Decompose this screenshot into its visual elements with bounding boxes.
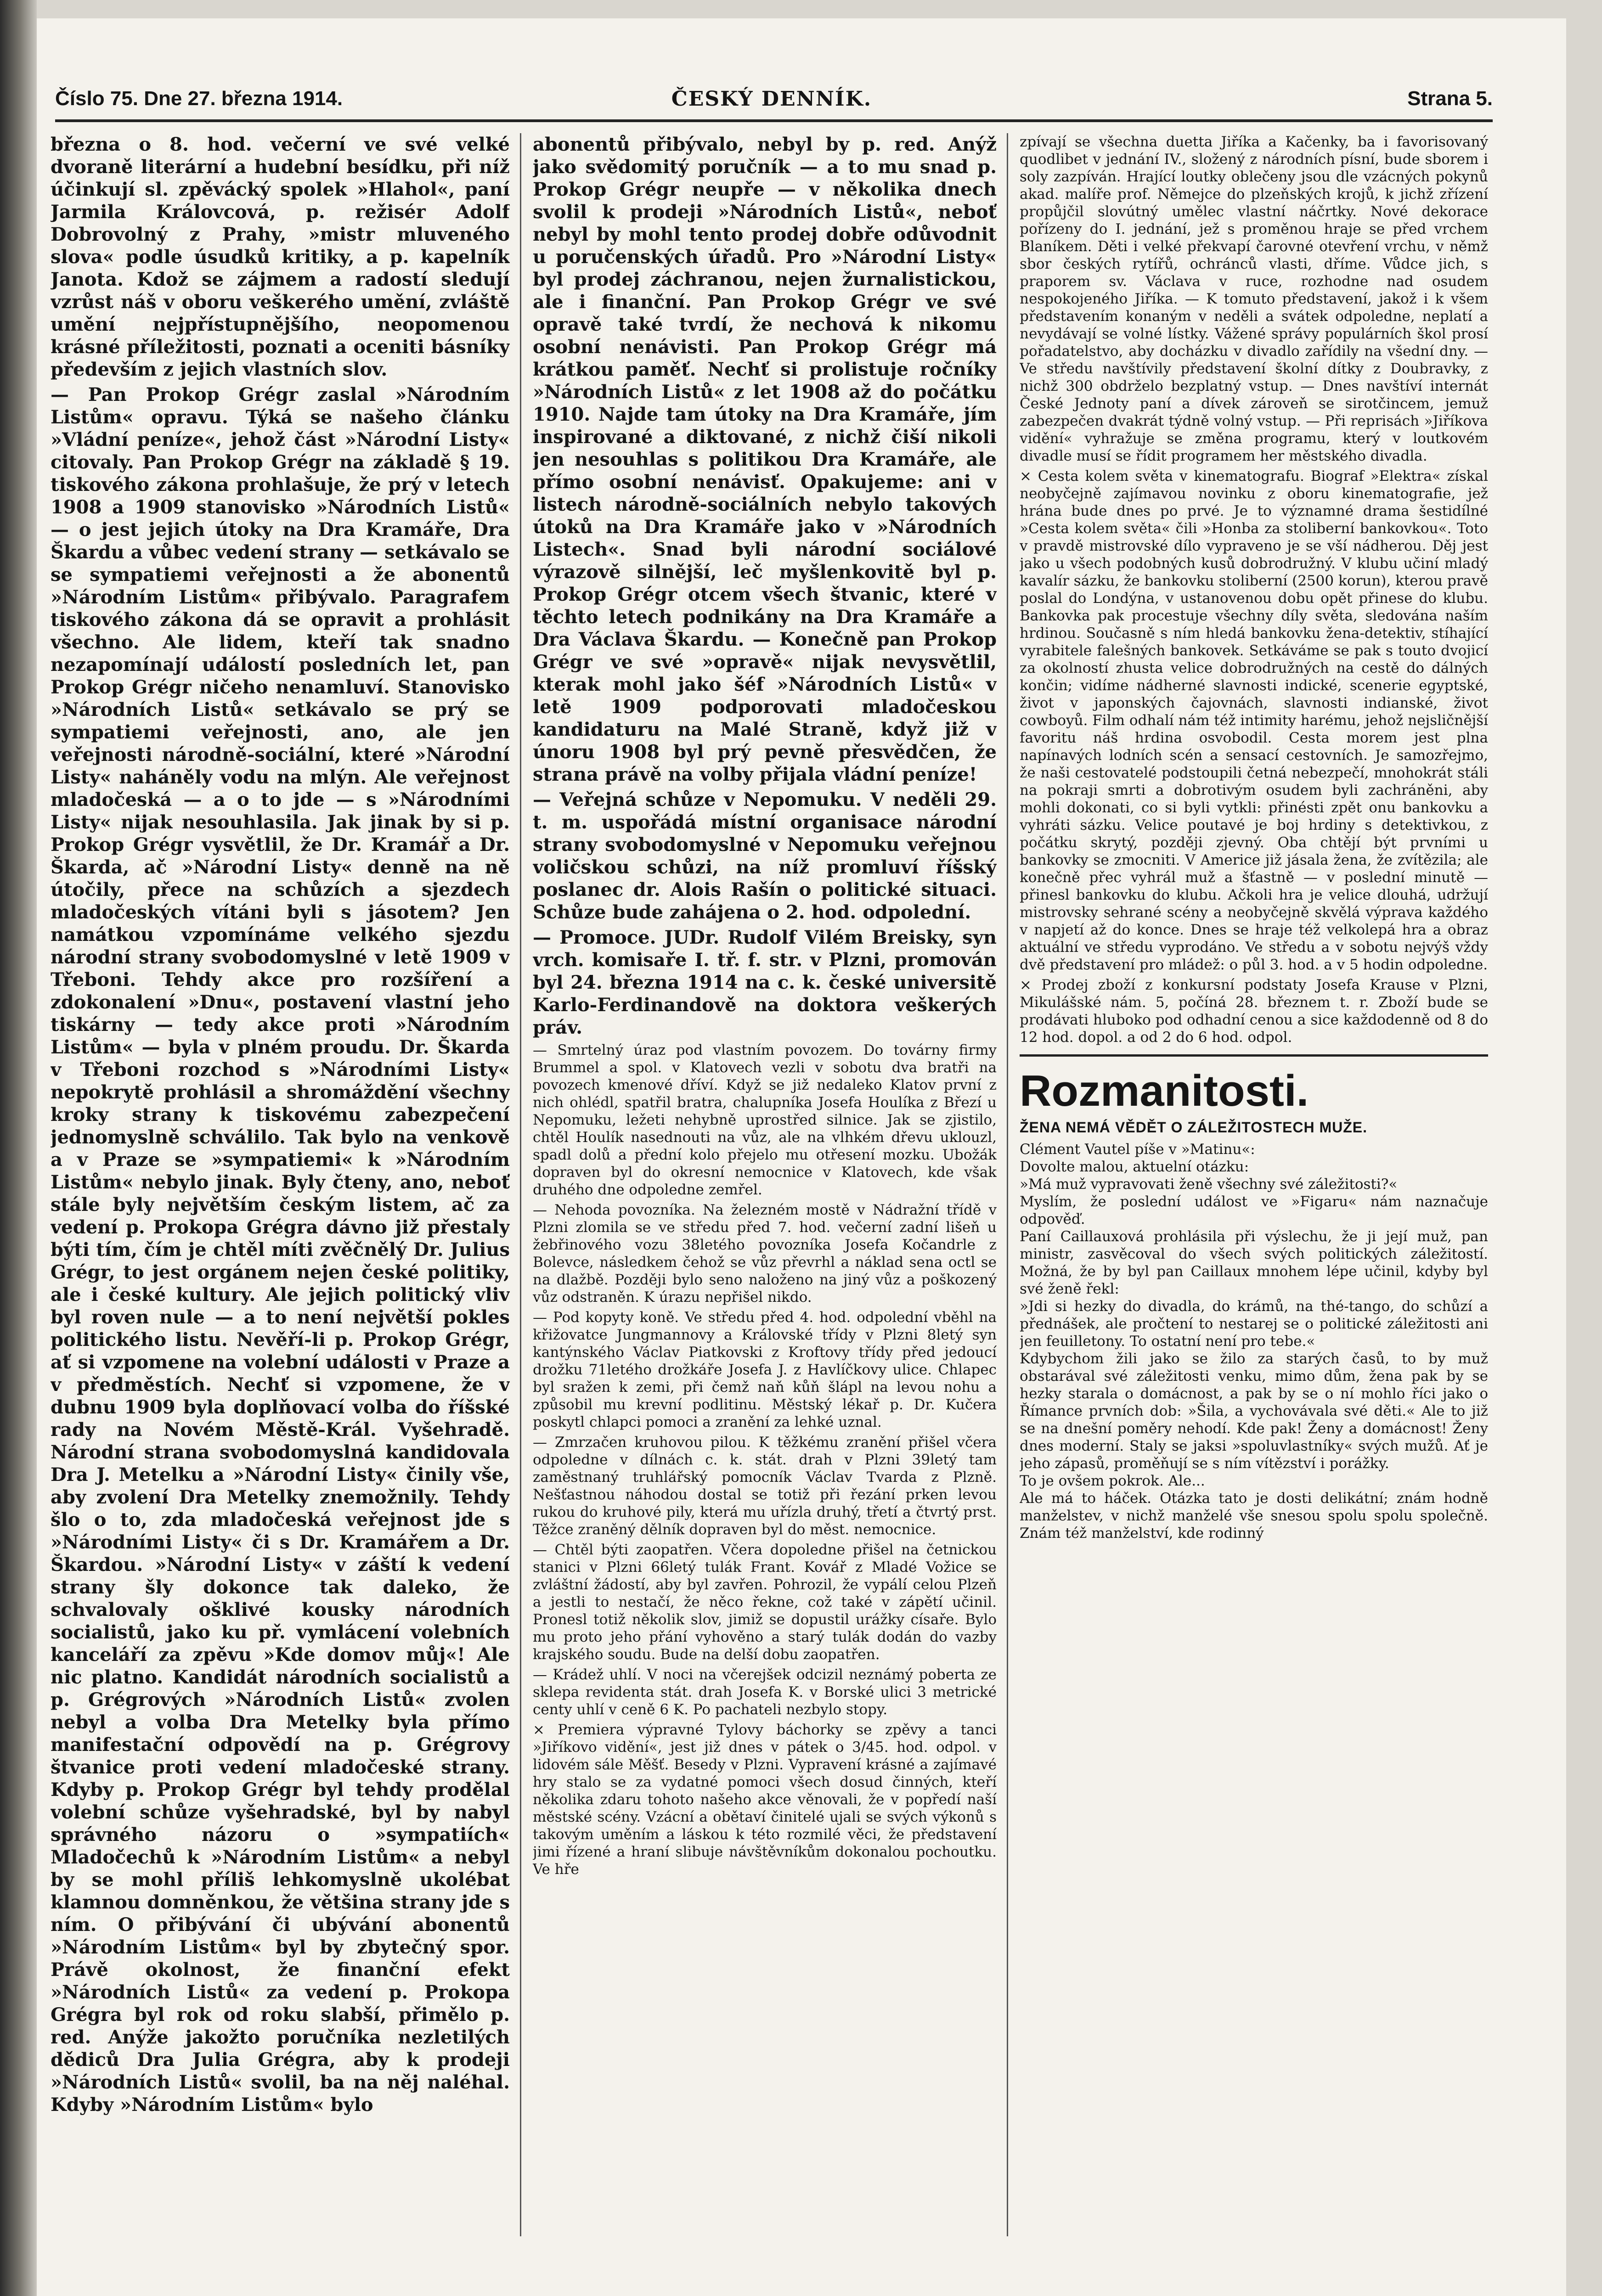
page-header [55,78,1493,122]
issue-info: Číslo 75. Dne 27. března 1914. [55,87,343,110]
local-news-item: × Cestа kolem světa v kinematografu. Biograf »Elektra« získal neobyčejně zajímavou novinku z oboru kinematografie, jež hrána bude dnes po prvé. Je to významné drama šestidílné »Cesta kolem světa« čili »Honba za stoliberní bankovkou«. Toto v pravdě mistrovské dílo vypraveno je se vší nádherou. Děj jest jako u všech podobných kusů dobrodružný. V klubu učiní mladý kavalír sázku, že bankovku stoliberní (2500 korun), kterou pravě poslal do Londýna, v ustanovenou dobu opět přinese do klubu. Bankovka pak procestuje všechny díly světa, sledována naším hrdinou. Současně s ním hledá bankovku žena-detektiv, stíhající vyrabitele falešných bankovek. Setkáváme se pak s touto dvojicí za okolností zhusta velice dobrodružných na cestě do dálných končin; vidíme nádherné slavnosti indické, scenerie egyptské, život v japonských čajovnách, slavnosti indianské, život cowboyů. Film odhalí nám též intimity harému, jehož nejsličnější favoritu náš hrdina osvobodil. Cesta morem jest plna napínavých lodních scén a sensací cestovních. Je samozřejmo, že naši cestovatelé podstoupili četná nebezpečí, mnohokrát stáli na pokraji smrti a dobrotivým osudem byli zachráněni, aby mohli dokonati, co si byli vytkli: přinésti zpět onu bankovku a vyhráti sázku. Velice poutavé je boj hrdiny s detektivkou, z počátku skrytý, později zjevný. Oba chtějí být prvními u bankovky se zmocniti. V Americe již jásala žena, že zvítězila; ale konečně přec vyhrál muž a šťastně — v poslední minutě — přinesl bankovku do klubu. Ačkoli hra je velice dlouhá, udržují mistrovsky sehrané scény a neobyčejně skvělá výprava každého v napjetí až do konce. Dnes se hraje též velkolepá hra a obraz aktuální ve středu vyprodáno. Ve středu a v sobotu nejvýš vždy dvě představení pro mládež: o půl 3. hod. a v 5 hodin odpoledne. [1020,468,1488,973]
feuilleton-paragraph: Clément Vautel píše v »Matinu«: [1020,1141,1255,1158]
section-subtitle: ŽENA NEMÁ VĚDĚT O ZÁLEŽITOSTECH MUŽE. [1020,1119,1368,1136]
feuilleton-paragraph: Ale má to háček. Otázka tato je dosti delikátní; znám hodně manželstev, v nichž manželé vše snesou spolu spolu společně. Znám též manželství, kde rodinný [1020,1490,1488,1542]
feuilleton-paragraph: »Má muž vypravovati ženě všechny své záležitosti?« [1020,1176,1398,1193]
feuilleton-paragraph: Myslím, že poslední událost ve »Figaru« nám naznačuje odpověď. [1020,1193,1488,1227]
local-news-item: — Krádež uhlí. V noci na včerejšek odcizil neznámý pobertа ze sklepa revidenta stát. drah Josefa K. v Borské ulici 3 metrické centy uhlí v ceně 6 K. Po pachateli nezbylo stopy. [533,1666,997,1718]
page-number: Strana 5. [1407,87,1493,110]
masthead-title: ČESKÝ DENNÍK. [671,87,872,111]
column-rule [1007,133,1008,2236]
news-item: — Promoce. JUDr. Rudolf Vilém Breisky, syn vrch. komisaře I. tř. f. str. v Plzni, promován byl 24. března 1914 na c. k. české universitě Karlo-Ferdinandově na doktora veškerých práv. [533,927,997,1038]
feuilleton-paragraph: Paní Caillauxová prohlásila při výslechu, že ji její muž, pan ministr, zasvěcoval do všech svých politických záležitostí. Možná, že by byl pan Caillaux mnohem lépe učinil, kdyby byl své ženě řekl: [1020,1228,1488,1297]
article-paragraph: — Pan Prokop Grégr zaslal »Národním Listům« opravu. Týká se našeho článku »Vládní peníze«, jehož část »Národní Listy« citovaly. Pan Prokop Grégr na základě § 19. tiskového zákona prohlašuje, že prý v letech 1908 a 1909 stanovisko »Národních Listů« — o jest jejich útoky na Dra Kramáře, Dra Škardu a vůbec vedení strany — setkávalo se se sympatiemi veřejnosti a že abonentů »Národním Listům« přibývalo. Paragrafem tiskového zákona dá se opravit a prohlásit všechno. Ale lidem, kteří tak snadno nezapomínají událostí posledních let, pan Prokop Grégr ničeho nenamluví. Stanovisko »Národních Listů« setkávalo se prý se sympatiemi veřejnosti, ano, ale jen veřejnosti národně-sociální, které »Národní Listy« naháněly vodu na mlýn. Ale veřejnost mladočeská — a o to jde — s »Národními Listy« nijak nesouhlasila. Jak jinak by si p. Prokop Grégr vysvětlil, že Dr. Kramář a Dr. Škarda, ač »Národní Listy« denně na ně útočily, přece na schůzích a sjezdech mladočeských vítáni byli s jásotem? Jen namátkou vzpomínáme velkého sjezdu národní strany svobodomyslné v letě 1909 v Třeboni. Tehdy akce pro rozšíření a zdokonalení »Dnu«, postavení vlastní jeho tiskárny — tedy akce proti »Národním Listům« — byla v plném proudu. Dr. Škarda v Třeboni rozchod s »Národními Listy« nepokrytě prohlásil a shromáždění všechny kroky strany k tiskovému zabezpečení jednomyslně schválilo. Tak bylo na venkově a v Praze se »sympatiemi« k »Národním Listům« nebylo jinak. Byly čteny, ano, neboť stále byly největším českým listem, ač za vedení p. Prokopa Grégra dávno již přestaly býti tím, čím je chtěl míti zvěčnělý Dr. Julius Grégr, to jest orgánem nejen české politiky, ale i české kultury. Ale jejich politický vliv byl roven nule — a to není největší pokles politického listu. Nevěří-li p. Prokop Grégr, ať si vzpomene na volební události v Praze a v předměstích. Nechť si vzpomene, že v dubnu 1909 byla doplňovací volba do říšské rady na Novém Městě-Král. Vyšehradě. Národní strana svobodomyslná kandidovala Dra J. Metelku a »Národní Listy« činily vše, aby zvolení Dra Metelky znemožnily. Tehdy šlo o to, zda mladočeská veřejnost jde s »Národními Listy« či s Dr. Kramářem a Dr. Škardou. »Národní Listy« v záští k vedení strany šly dokonce tak daleko, že schvalovaly ošklivé kousky národních socialistů, jako ku př. vymlácení volebních kanceláří za zpěvu »Kde domov můj«! Ale nic platno. Kandidát národních socialistů a p. Grégrových »Národních Listů« zvolen nebyl a volba Dra Metelky byla přímo manifestační odpovědí na p. Grégrovy štvanice proti vedení mladočeské strany. Kdyby p. Prokop Grégr byl tehdy prodělal volební schůze vyšehradské, byl by nabyl správného názoru o »sympatiích« Mladočechů k »Národním Listům« a nebyl by se mohl příliš lehkomyslně ukolébat klamnou domněnkou, že většina strany jde s ním. O přibývání či ubývání abonentů »Národním Listům« byl by zbytečný spor. Právě okolnost, že finanční efekt »Národních Listů« za vedení p. Prokopa Grégra byl rok od roku slabší, přimělo p. red. Anýže jakožto poručníka nezletilých dědiců Dra Julia Grégra, aby k prodeji »Národních Listů« svolil, ba na něj naléhal. Kdyby »Národním Listům« bylo [51,384,510,2116]
local-news-item: — Pod kopyty koně. Ve středu před 4. hod. odpolední vběhl na křižovatce Jungmannovy a Královské třídy v Plzni 8letý syn kantýnského Václav Piatkovski z Kroftovy třídy před jedoucí drožku 71letého drožkáře Josefa J. z Havlíčkovy ulice. Chlapec byl sražen k zemi, při čemž naň kůň šlápl na levou nohu a způsobil mu krevní podlitinu. Městský lékař p. Dr. Kučera poskytl chlapci pomoci a zranění za lehké uznal. [533,1309,997,1430]
news-item: — Veřejná schůze v Nepomuku. V neděli 29. t. m. uspořádá místní organisace národní strany svobodomyslné v Nepomuku veřejnou voličskou schůzi, na níž promluví říšský poslanec dr. Alois Rašín o politické situaci. Schůze bude zahájena o 2. hod. odpolední. [533,789,997,923]
page-binding-shadow [0,0,37,2296]
feuilleton-paragraph: »Jdi si hezky do divadla, do krámů, na thé-tango, do schůzí a přednášek, ale pročtení to nestarej se o politické záležitosti ani jen feuilletony. To ostatní není pro tebe.« [1020,1298,1488,1350]
newspaper-page [37,18,1566,2296]
column-rule [520,133,521,2236]
local-news-item: × Premiera výpravné Tylovy báchorky se zpěvy a tanci »Jiříkovo vidění«, jest již dnes v pátek o 3/45. hod. odpol. v lidovém sále Měšť. Besedy v Plzni. Vypravení krásné a zajímavé hry stalo se za vydatné pomoci všech dosud činných, kteří několika zdaru tohoto našeho akce věnovali, že v popředí naší městské scény. Vzácní a obětaví činitelé ujali se svých výkonů s takovým uměním a láskou k této rozmilé věci, že představení jimi řízené a hraní slibuje návštěvníkům dokonalou pochoutku. Ve hře [533,1722,997,1878]
local-news-item: — Zmrzačen kruhovou pilou. K těžkému zranění přišel včera odpoledne v dílnách c. k. stát. drah v Plzni 39letý tam zaměstnaný truhlářský pomocník Václav Tvarda z Plzně. Nešťastnou náhodou dostal se totiž při řezání prken levou rukou do kruhové pily, která mu uřízla druhý, třetí a čtvrtý prst. Těžce zraněný dělník dopraven byl do měst. nemocnice. [533,1434,997,1538]
local-news-item: — Nehoda povozníka. Na železném mostě v Nádražní třídě v Plzni zlomila se ve středu před 7. hod. večerní zadní lišeň u žebřinového vozu 38letého povozníka Josefa Kočandrle z Bolevce, následkem čehož se vůz převrhl a náklad sena octl se na dlažbě. Později bylo seno naloženo na jiný vůz a poškozený vůz odstraněn. K úrazu nepřišel nikdo. [533,1202,997,1306]
local-news-item: — Smrtelný úraz pod vlastním povozem. Do továrny firmy Brummel a spol. v Klatovech vezli v sobotu dva bratři na povozech kmenové dříví. Když se již nedaleko Klatov první z nich ohlédl, spatřil bratra, chalupníka Josefa Houlíka z Březí u Nepomuku, ležeti nehybně uprostřed silnice. Jak se zjistilo, chtěl Houlík nasednouti na vůz, ale na vlhkém dřevu uklouzl, spadl dolů a přední kolo přejelo mu otřesení mozku. Ubožák dopraven byl do okresní nemocnice v Klatovech, kde však druhého dne odpoledne zemřel. [533,1042,997,1198]
column-1 [51,133,510,2296]
feuilleton-paragraph: Dovolte malou, aktuelní otázku: [1020,1159,1249,1175]
local-news-item: zpívají se všechna duetta Jiříka a Kačenky, ba i favorisovaný quodlibet v jednání IV., složený z národních písní, bude sborem i soly zazpíván. Hrající loutky oblečeny jsou dle vzácných pokynů akad. malíře prof. Němejce do plzeňských krojů, k jichž zřízení propůjčil slovútný umělec vlastní náčrtky. Nové dekorace pořízeny do I. jednání, jež s proměnou hraje se před vrchem Blaníkem. Děti i velké překvapí čarovné otevření vrchu, v němž sbor českých rytířů, ochránců vlasti, dříme. Vůdce jich, s praporem sv. Václava v ruce, rozhodne nad osudem nespokojeného Jiříka. — K tomuto představení, jakož i k všem představením konaným v neděli a svátek odpoledne, neplatí a nevydávají se volné lístky. Vážené správy populárních škol prosí pořadatelstvo, aby docházku v divadlo zařídily na všední dny. — Ve středu navštívily představení školní dítky z Doubravky, z nichž 300 obdrželo bezplatný vstup. — Dnes navštíví internát České Jednoty paní a dívek zároveň se sirotčincem, jemuž zabezpečen dvakrát týdně volný vstup. — Při reprisách »Jiříkova vidění« vyhražuje se změna programu, který v loutkovém divadle musí se řídit programem her městského divadla. [1020,134,1488,464]
column-2 [533,133,997,2296]
feuilleton-paragraph: To je ovšem pokrok. Ale... [1020,1473,1205,1489]
section-title: Rozmanitosti. [1020,1054,1488,1116]
article-paragraph: abonentů přibývalo, nebyl by p. red. Anýž jako svědomitý poručník — a to mu snad p. Prokop Grégr neupře — v několika dnech svolil k prodeji »Národních Listů«, neboť nebyl by mohl tento prodej dobře odůvodnit u poručenských úřadů. Pro »Národní Listy« byl prodej záchranou, nejen žurnalistickou, ale i finanční. Pan Prokop Grégr ve své opravě také tvrdí, že nechová k nikomu osobní nenávisti. Pan Prokop Grégr má krátkou paměť. Nechť si prolistuje ročníky »Národních Listů« z let 1908 až do počátku 1910. Najde tam útoky na Dra Kramáře, jím inspirované a diktované, z nichž čiší nikoli jen nesouhlas s politikou Dra Kramáře, ale přímo osobní nenávisť. Opakujeme: ani v listech národně-sociálních nebylo takových útoků na Dra Kramáře jako v »Národních Listech«. Snad byli národní sociálové výrazově silnější, leč myšlenkovitě byl p. Prokop Grégr otcem všech štvanic, které v těchto letech podnikány na Dra Kramáře a Dra Václava Škardu. — Konečně pan Prokop Grégr ve své »opravě« nijak nevysvětlil, kterak mohl jako šéf »Národních Listů« v letě 1909 podporovati mladočeskou kandidaturu na Malé Straně, když již v únoru 1908 byl prý pevně přesvědčen, že strana právě na volby přijala vládní peníze! [533,134,997,785]
article-paragraph: března o 8. hod. večerní ve své velké dvoraně literární a hudební besídku, při níž účinkují sl. zpěvácký spolek »Hlahol«, paní Jarmila Královcová, p. režisér Adolf Dobrovolný z Prahy, »mistr mluveného slova« podle úsudků kritiky, a p. kapelník Janota. Kdož se zájmem a radostí sledují vzrůst náš v oboru veškerého umění, zvláště umění nejpřístupnějšího, neopomenou krásné příležitosti, poznati a oceniti básníky především z jejich vlastních slov. [51,134,510,380]
feuilleton-paragraph: Kdybychom žili jako se žilo za starých časů, to by muž obstarával své záležitosti venku, mimo dům, žena pak by se hezky starala o domácnost, a pak by se o ní mohlo říci jako o Římance prvních dob: »Šila, a vychovávala své děti.« Ale to již se na dnešní poměry nehodí. Kde pak! Ženy a domácnost! Ženy dnes moderní. Staly se jaksi »spoluvlastníky« svých mužů. Ať je jeho zápasů, proměňují se s ním vítězství i porážky. [1020,1351,1488,1472]
local-news-item: — Chtěl býti zaopatřen. Včera dopoledne přišel na četnickou stanici v Plzni 66letý tulák Frant. Kovář z Mladé Vožice se zvláštní žádostí, aby byl zavřen. Pohrozil, že vypálí celou Plzeň a jestli to nestačí, že něco řekne, což také v zápětí učinil. Pronesl totiž několik slov, jimiž se dopustil urážky císaře. Bylo mu proto jeho přání vyhověno a starý tulák dodán do vazby krajského soudu. Bude na delší dobu zaopatřen. [533,1542,997,1663]
column-3 [1020,133,1488,2296]
local-news-item: × Prodej zboží z konkursní podstaty Josefa Krause v Plzni, Mikulášské nám. 5, počíná 28. březnem t. r. Zboží bude se prodávati hluboko pod odhadní cenou a sice každodenně od 8 do 12 hod. dopol. a od 2 do 6 hod. odpol. [1020,977,1488,1046]
